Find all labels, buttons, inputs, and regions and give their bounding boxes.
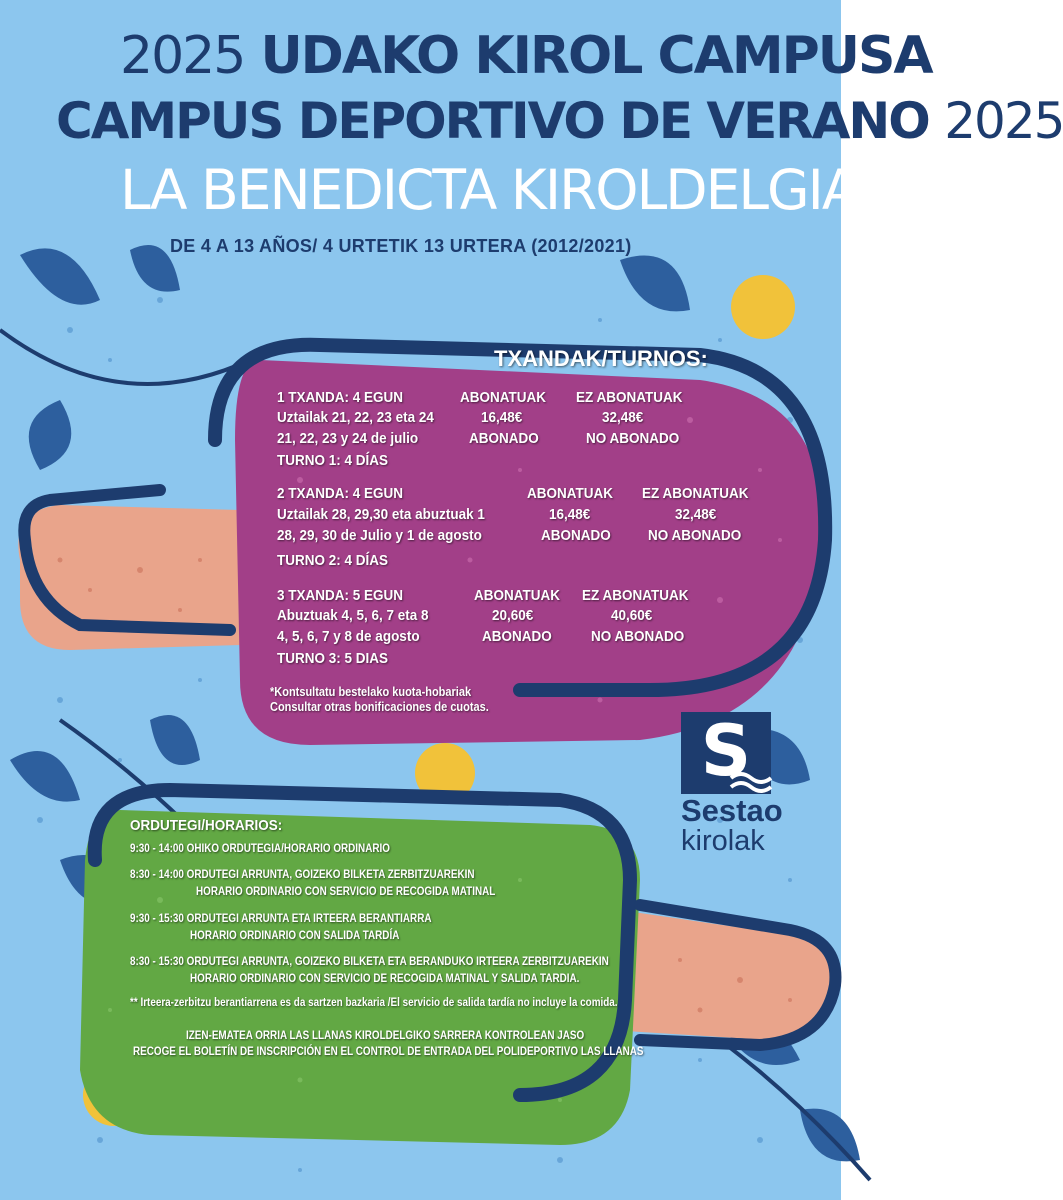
title-year-1: 2025	[120, 26, 245, 86]
t1-turno: TURNO 1: 4 DÍAS	[277, 452, 389, 469]
t2-dates-eu: Uztailak 28, 29,30 eta abuztuak 1	[277, 506, 485, 523]
t3-label-b: NO ABONADO	[591, 628, 685, 645]
t2-dates-es: 28, 29, 30 de Julio y 1 de agosto	[277, 527, 482, 544]
t3-label-a: ABONADO	[482, 628, 552, 645]
horario-3b: HORARIO ORDINARIO CON SALIDA TARDÍA	[190, 930, 400, 942]
logo-sub: kirolak	[681, 825, 765, 857]
sestao-logo-mark	[681, 712, 771, 794]
t2-price-b: 32,48€	[675, 506, 717, 523]
horario-2b: HORARIO ORDINARIO CON SERVICIO DE RECOGIDA MATINAL	[196, 886, 496, 898]
wave-icon	[681, 712, 771, 794]
t2-col-a: ABONATUAK	[527, 485, 613, 502]
title-campus: CAMPUS DEPORTIVO DE VERANO	[56, 92, 929, 150]
title-line-1	[120, 28, 932, 84]
bonus-note-es: Consultar otras bonificaciones de cuotas.	[270, 700, 489, 714]
t1-price-b: 32,48€	[602, 409, 644, 426]
t3-turno: TURNO 3: 5 DIAS	[277, 650, 389, 667]
t1-label-b: NO ABONADO	[586, 430, 680, 447]
t1-dates-es: 21, 22, 23 y 24 de julio	[277, 430, 419, 447]
t2-label-a: ABONADO	[541, 527, 611, 544]
logo-name: Sestao	[681, 793, 783, 828]
title-line-2	[56, 93, 1063, 149]
horario-4a: 8:30 - 15:30 ORDUTEGI ARRUNTA, GOIZEKO BILKETA ETA BERANDUKO IRTEERA ZERBITZUAREKIN	[130, 956, 609, 968]
t1-col-b: EZ ABONATUAK	[576, 389, 683, 406]
age-range: DE 4 A 13 AÑOS/ 4 URTETIK 13 URTERA (2012/2021)	[170, 236, 632, 256]
title-udako: UDAKO KIROL CAMPUSA	[260, 26, 932, 86]
t3-title: 3 TXANDA: 5 EGUN	[277, 587, 404, 604]
bonus-note-eu: *Kontsultatu bestelako kuota-hobariak	[270, 685, 472, 699]
t2-col-b: EZ ABONATUAK	[642, 485, 749, 502]
registration-es: RECOGE EL BOLETÍN DE INSCRIPCIÓN EN EL CONTROL DE ENTRADA DEL POLIDEPORTIVO LAS LLANAS	[133, 1046, 644, 1058]
horario-2a: 8:30 - 14:00 ORDUTEGI ARRUNTA, GOIZEKO BILKETA ZERBITZUAREKIN	[130, 869, 475, 881]
horario-1: 9:30 - 14:00 OHIKO ORDUTEGIA/HORARIO ORDINARIO	[130, 843, 390, 855]
t3-dates-es: 4, 5, 6, 7 y 8 de agosto	[277, 628, 420, 645]
turnos-heading: TXANDAK/TURNOS:	[494, 346, 708, 371]
t2-title: 2 TXANDA: 4 EGUN	[277, 485, 404, 502]
title-year-2: 2025	[944, 92, 1063, 150]
t1-title: 1 TXANDA: 4 EGUN	[277, 389, 404, 406]
logo-letter: S	[700, 710, 752, 792]
sun-top	[731, 275, 795, 339]
t1-label-a: ABONADO	[469, 430, 539, 447]
t1-dates-eu: Uztailak 21, 22, 23 eta 24	[277, 409, 434, 426]
t3-col-a: ABONATUAK	[474, 587, 560, 604]
t2-label-b: NO ABONADO	[648, 527, 742, 544]
t3-price-b: 40,60€	[611, 607, 653, 624]
t1-col-a: ABONATUAK	[460, 389, 546, 406]
t2-turno: TURNO 2: 4 DÍAS	[277, 552, 389, 569]
t2-price-a: 16,48€	[549, 506, 591, 523]
t3-price-a: 20,60€	[492, 607, 534, 624]
horario-3a: 9:30 - 15:30 ORDUTEGI ARRUNTA ETA IRTEERA BERANTIARRA	[130, 913, 432, 925]
horarios-heading: ORDUTEGI/HORARIOS:	[130, 817, 283, 834]
t3-dates-eu: Abuztuak 4, 5, 6, 7 eta 8	[277, 607, 429, 624]
registration-eu: IZEN-EMATEA ORRIA LAS LLANAS KIROLDELGIKO SARRERA KONTROLEAN JASO	[186, 1030, 585, 1042]
venue-title: LA BENEDICTA KIROLDELGIA	[120, 158, 858, 222]
t3-col-b: EZ ABONATUAK	[582, 587, 689, 604]
horario-note: ** Irteera-zerbitzu berantiarrena es da sartzen bazkaria /El servicio de salida tardía no incluye la comida.	[130, 997, 618, 1009]
horario-4b: HORARIO ORDINARIO CON SERVICIO DE RECOGIDA MATINAL Y SALIDA TARDIA.	[190, 973, 580, 985]
t1-price-a: 16,48€	[481, 409, 523, 426]
